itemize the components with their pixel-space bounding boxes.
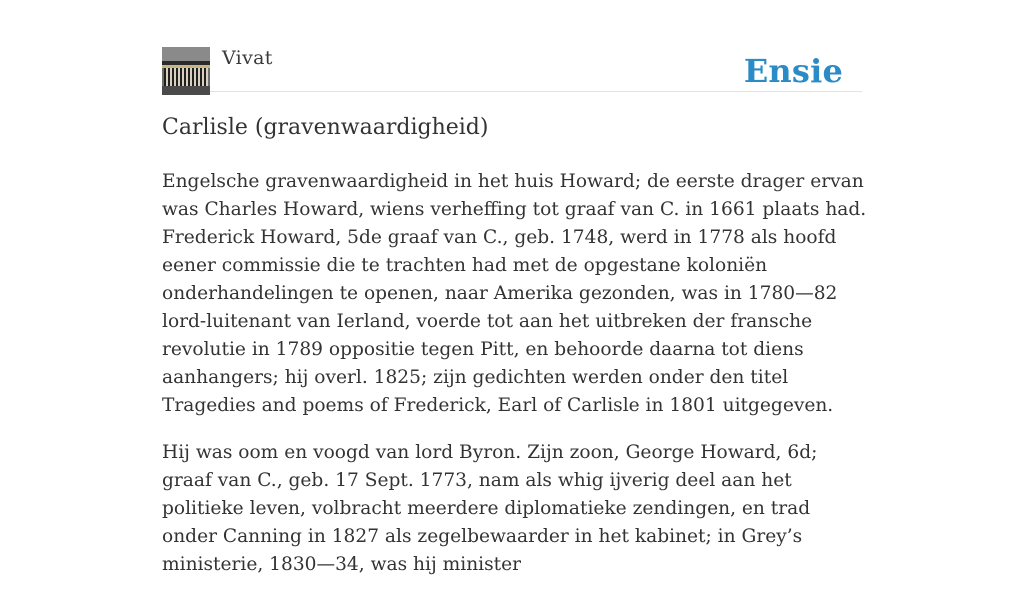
article-paragraph: Hij was oom en voogd van lord Byron. Zijn zoon, George Howard, 6d; graaf van C., geb. 17 Sept. 1773, nam als whig ijverig deel aan het politieke leven, volbracht meerdere diplomatieke zendingen, en trad onder Canning in 1827 als zegelbewaarder in het kabinet; in Grey’s ministerie, 1830—34, was hij minister [162,442,818,575]
header [162,46,862,92]
brand-logo[interactable]: Ensie [743,52,843,90]
article-paragraph: Engelsche gravenwaardigheid in het huis Howard; de eerste drager ervan was Charles Howard, wiens verheffing tot graaf van C. in 1661 plaats had. Frederick Howard, 5de graaf van C., geb. 1748, werd in 1778 als hoofd eener commissie die te trachten had met de opgestane koloniën onderhandelingen te openen, naar Amerika gezonden, was in 1780—82 lord-luitenant van Ierland, voerde tot aan het uitbreken der fransche revolutie in 1789 oppositie tegen Pitt, en behoorde daarna tot diens aanhangers; hij overl. 1825; zijn gedichten werden onder den titel Tragedies and poems of Frederick, Earl of Carlisle in 1801 uitgegeven. [162,171,867,416]
bookshelf-avatar-icon[interactable] [162,47,210,95]
article-body [162,168,867,598]
page-title: Carlisle (gravenwaardigheid) [162,115,489,140]
source-name[interactable]: Vivat [222,47,273,69]
